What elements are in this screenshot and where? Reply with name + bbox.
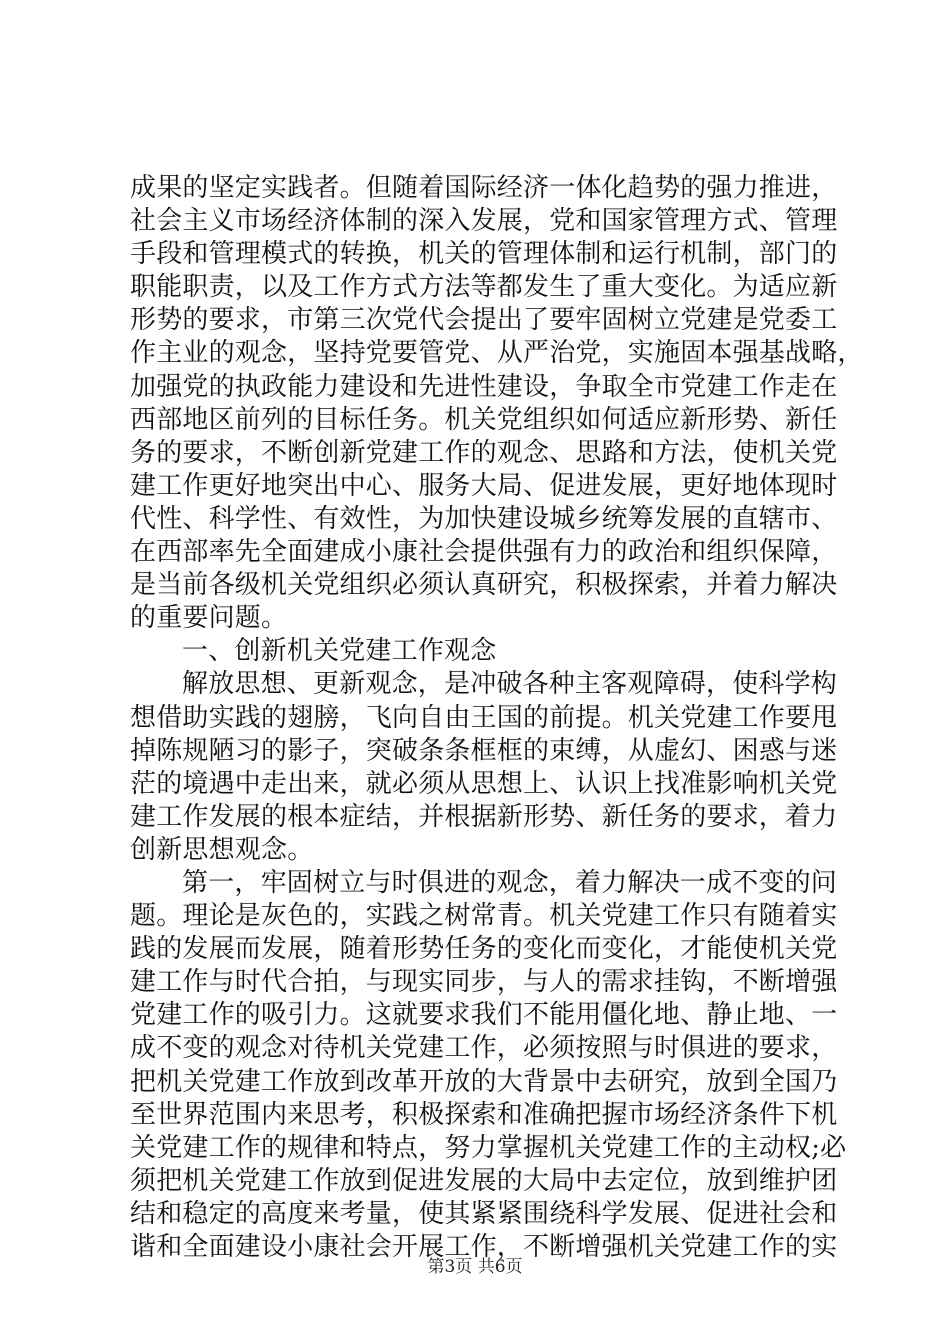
text-line: 职能职责，以及工作方式方法等都发生了重大变化。为适应新 (130, 272, 838, 303)
text-line: 党建工作的吸引力。这就要求我们不能用僵化地、静止地、一 (130, 1000, 838, 1031)
text-line: 作主业的观念，坚持党要管党、从严治党，实施固本强基战略， (130, 338, 864, 369)
paragraph-start: 第一，牢固树立与时俱进的观念，着力解决一成不变的问 (182, 867, 838, 898)
text-line: 须把机关党建工作放到促进发展的大局中去定位，放到维护团 (130, 1165, 838, 1196)
text-line: 建工作更好地突出中心、服务大局、促进发展，更好地体现时 (130, 470, 838, 501)
text-line: 形势的要求，市第三次党代会提出了要牢固树立党建是党委工 (130, 305, 838, 336)
text-line: 把机关党建工作放到改革开放的大背景中去研究，放到全国乃 (130, 1066, 838, 1097)
text-line: 的重要问题。 (130, 603, 288, 634)
text-line: 关党建工作的规律和特点，努力掌握机关党建工作的主动权;必 (130, 1132, 847, 1163)
text-line: 建工作与时代合拍，与现实同步，与人的需求挂钩，不断增强 (130, 967, 838, 998)
text-line: 茫的境遇中走出来，就必须从思想上、认识上找准影响机关党 (130, 768, 838, 799)
text-line: 成不变的观念对待机关党建工作，必须按照与时俱进的要求， (130, 1033, 838, 1064)
body-text (130, 172, 864, 1264)
text-line: 创新思想观念。 (130, 834, 314, 865)
text-line: 至世界范围内来思考，积极探索和准确把握市场经济条件下机 (130, 1099, 838, 1130)
text-line: 在西部率先全面建成小康社会提供强有力的政治和组织保障， (130, 537, 838, 568)
text-line: 建工作发展的根本症结，并根据新形势、新任务的要求，着力 (130, 801, 838, 832)
paragraph-start: 解放思想、更新观念，是冲破各种主客观障碍，使科学构 (182, 669, 838, 700)
text-line: 是当前各级机关党组织必须认真研究，积极探索，并着力解决 (130, 570, 838, 601)
text-line: 践的发展而发展，随着形势任务的变化而变化，才能使机关党 (130, 934, 838, 965)
text-line: 手段和管理模式的转换，机关的管理体制和运行机制，部门的 (130, 239, 838, 270)
text-line: 加强党的执政能力建设和先进性建设，争取全市党建工作走在 (130, 371, 838, 402)
section-heading: 一、创新机关党建工作观念 (182, 636, 497, 667)
text-line: 社会主义市场经济体制的深入发展，党和国家管理方式、管理 (130, 206, 838, 237)
page-number: 第3页 共6页 (427, 1257, 523, 1277)
text-line: 西部地区前列的目标任务。机关党组织如何适应新形势、新任 (130, 404, 838, 435)
text-line: 谐和全面建设小康社会开展工作，不断增强机关党建工作的实 (130, 1232, 838, 1262)
text-line: 成果的坚定实践者。但随着国际经济一体化趋势的强力推进， (130, 173, 838, 203)
text-line: 务的要求，不断创新党建工作的观念、思路和方法，使机关党 (130, 437, 838, 468)
text-line: 代性、科学性、有效性，为加快建设城乡统筹发展的直辖市、 (130, 503, 838, 534)
text-line: 结和稳定的高度来考量，使其紧紧围绕科学发展、促进社会和 (130, 1198, 838, 1229)
text-line: 掉陈规陋习的影子，突破条条框框的束缚，从虚幻、困惑与迷 (130, 735, 838, 766)
text-line: 想借助实践的翅膀，飞向自由王国的前提。机关党建工作要甩 (130, 702, 838, 733)
text-line: 题。理论是灰色的，实践之树常青。机关党建工作只有随着实 (130, 901, 838, 932)
